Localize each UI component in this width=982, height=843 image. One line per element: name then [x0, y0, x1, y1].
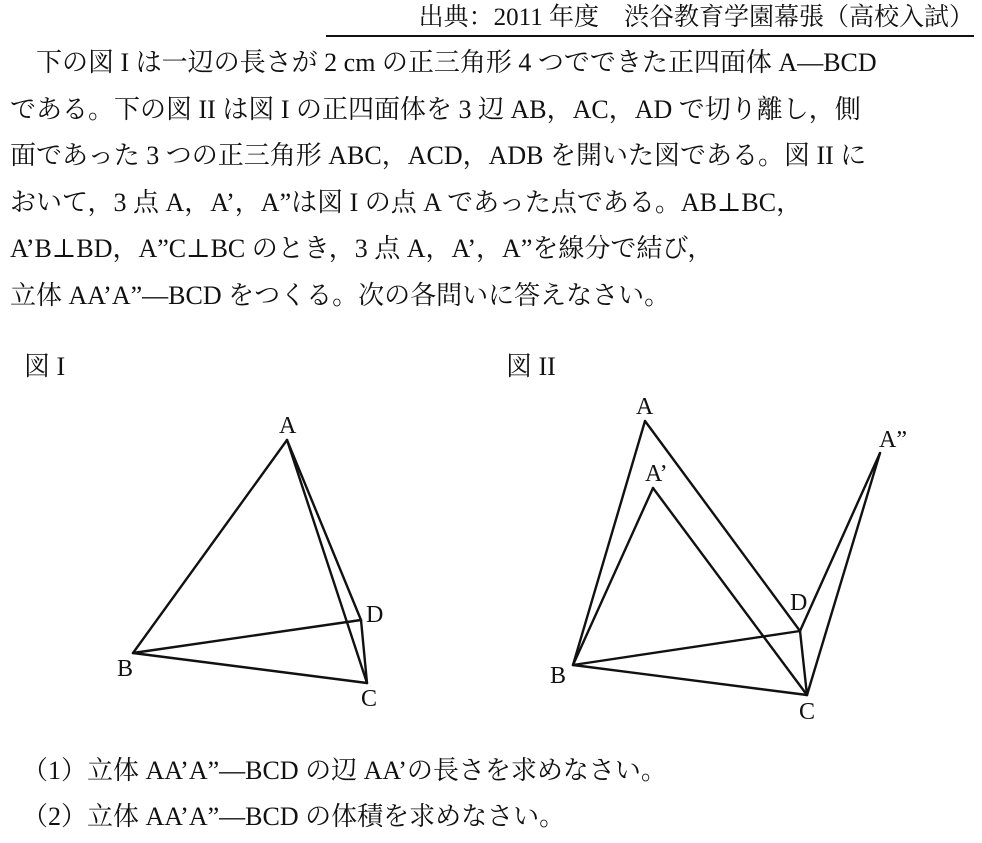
- edge-A2D: [800, 453, 880, 631]
- edge-AC: [287, 440, 367, 683]
- fig2-label-A-double-prime: A”: [879, 427, 907, 453]
- edge-BD: [573, 631, 800, 665]
- edge-AB: [573, 421, 645, 665]
- figure-1-tetrahedron: [133, 440, 367, 683]
- fig2-label-A-prime: A’: [645, 461, 668, 487]
- edge-BC: [573, 665, 807, 695]
- fig2-label-B: B: [550, 663, 567, 689]
- fig2-label-A: A: [636, 394, 654, 420]
- problem-line: 面であった 3 つの正三角形 ABC，ACD，ADB を開いた図である。図 II に: [10, 141, 867, 170]
- edge-BD: [133, 620, 361, 653]
- problem-line: おいて，3 点 A，A’，A”は図 I の点 A であった点である。AB⊥BC，: [10, 187, 803, 217]
- edge-AD: [645, 421, 800, 631]
- edge-A2C: [807, 453, 880, 695]
- edge-AD: [287, 440, 361, 620]
- fig1-label-C: C: [361, 686, 378, 712]
- fig1-label-B: B: [117, 656, 134, 682]
- questions: [22, 748, 972, 840]
- problem-line: 立体 AA’A”―BCD をつくる。次の各問いに答えなさい。: [10, 280, 671, 310]
- fig1-label-A: A: [279, 413, 297, 439]
- fig1-label-D: D: [366, 602, 384, 628]
- fig2-label-C: C: [799, 699, 816, 725]
- edge-A1B: [573, 488, 653, 665]
- edge-BC: [133, 653, 367, 683]
- problem-line: A’B⊥BD，A”C⊥BC のとき，3 点 A，A’，A”を線分で結び，: [10, 234, 714, 263]
- question-2: （2）立体 AA’A”―BCD の体積を求めなさい。: [22, 802, 566, 831]
- edge-AB: [133, 440, 287, 653]
- source-citation: 出典：2011 年度 渋谷教育学園幕張（高校入試）: [326, 2, 974, 37]
- problem-line: 下の図 I は一辺の長さが 2 cm の正三角形 4 つでできた正四面体 A―BCD: [10, 48, 877, 77]
- problem-line: である。下の図 II は図 I の正四面体を 3 辺 AB，AC，AD で切り離し，側: [10, 94, 861, 124]
- question-1: （1）立体 AA’A”―BCD の辺 AA’の長さを求めなさい。: [22, 756, 667, 785]
- figure-2-label: 図 II: [506, 352, 556, 381]
- fig2-label-D: D: [790, 590, 808, 616]
- edge-A1C: [653, 488, 807, 695]
- figure-1-label: 図 I: [24, 352, 66, 381]
- figure-2-net: [573, 421, 880, 695]
